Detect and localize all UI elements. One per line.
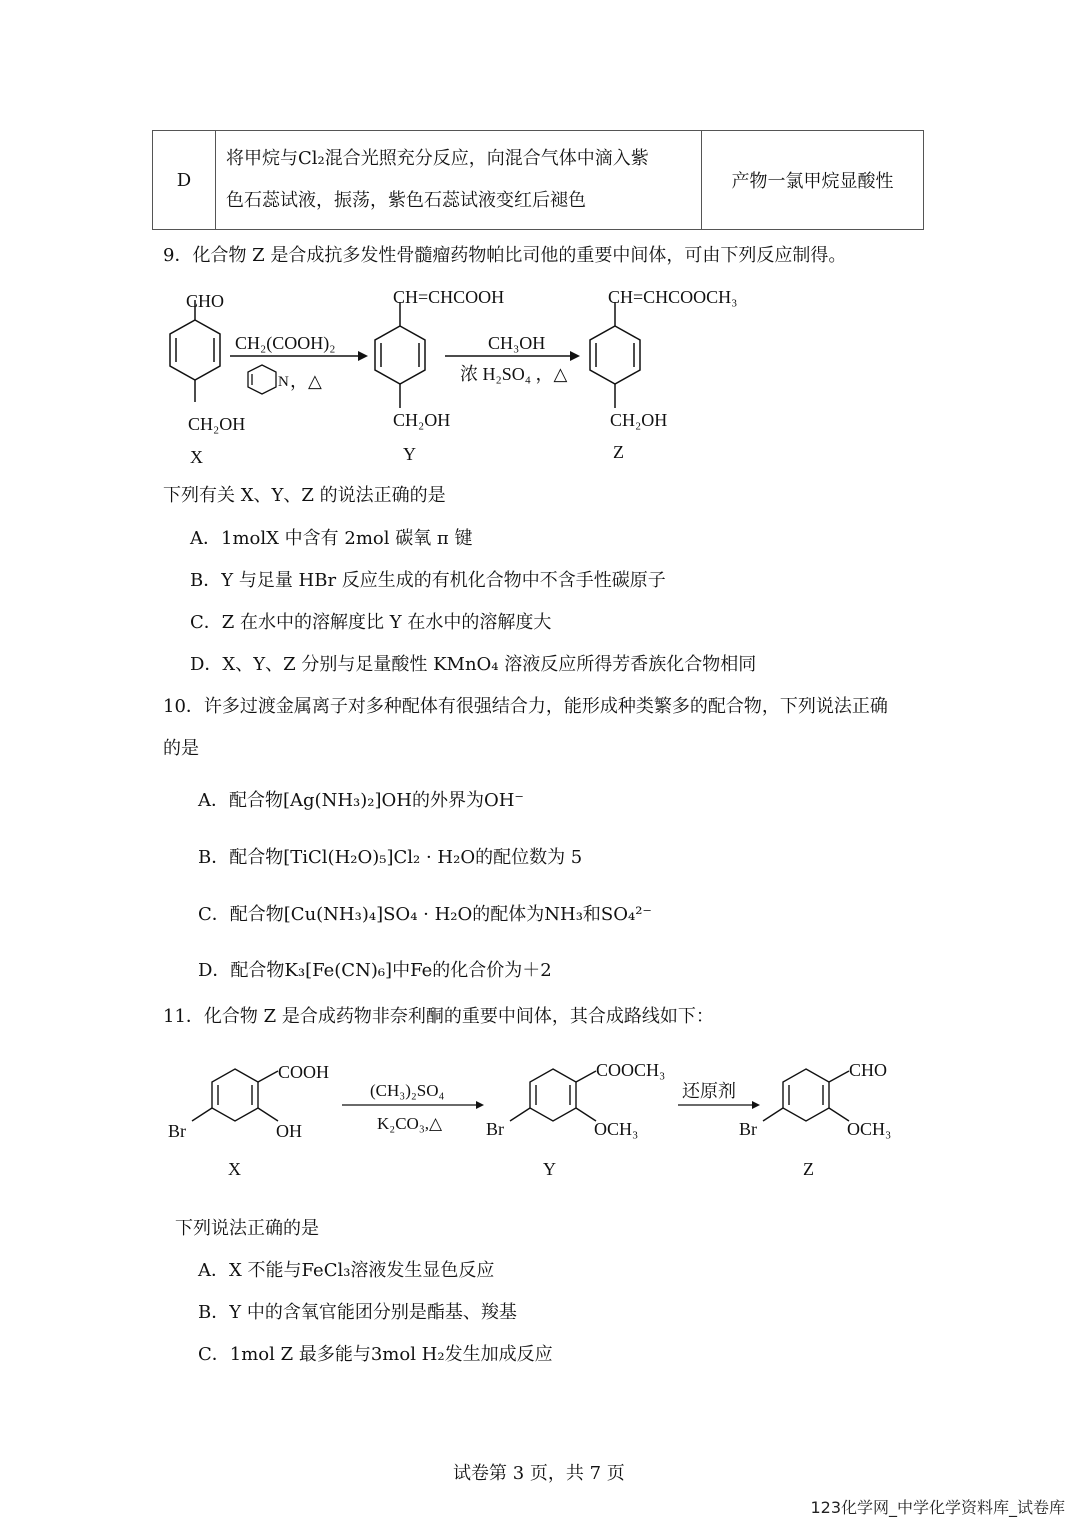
- q9-option-b: B．Y 与足量 HBr 反应生成的有机化合物中不含手性碳原子: [190, 570, 666, 591]
- q11-x-right: OH: [276, 1121, 302, 1141]
- q9-y-ring: [375, 302, 425, 408]
- q9-x-ring: [170, 300, 220, 402]
- q11-stem: 11．化合物 Z 是合成药物非奈利酮的重要中间体，其合成路线如下：: [163, 1006, 714, 1027]
- q11-y-left: Br: [486, 1119, 504, 1139]
- option-table: [152, 130, 924, 230]
- q11-option-b: B．Y 中的含氧官能团分别是酯基、羧基: [198, 1302, 517, 1323]
- q9-z-top: CH=CHCOOCH₃: [608, 287, 738, 307]
- q11-arrow-2-head: [752, 1101, 760, 1109]
- q9-option-d: D．X、Y、Z 分别与足量酸性 KMnO₄ 溶液反应所得芳香族化合物相同: [190, 654, 757, 675]
- q9-z-ring: [590, 302, 640, 408]
- q9-pyridine-n: N: [278, 374, 289, 390]
- q11-arrow-1-head: [476, 1101, 484, 1109]
- q11-step1-reagent: (CH₃)₂SO₄: [370, 1081, 445, 1100]
- q9-z-label: Z: [613, 442, 624, 462]
- q10-stem-line2: 的是: [163, 738, 199, 759]
- q10-option-d: D．配合物K₃[Fe(CN)₆]中Fe的化合价为＋2: [198, 960, 552, 981]
- q11-x-ring: [192, 1069, 278, 1121]
- q11-z-left: Br: [739, 1119, 757, 1139]
- q9-pyridine-icon: [248, 365, 276, 394]
- q9-step2-reagent: CH₃OH: [488, 333, 546, 353]
- q9-step1-reagent: CH₂(COOH)₂: [235, 333, 336, 353]
- q9-x-bottom: CH₂OH: [188, 414, 246, 434]
- q11-reaction-scheme: [160, 1055, 920, 1185]
- page-footer: 试卷第 3 页，共 7 页: [453, 1463, 625, 1484]
- q10-option-a: A．配合物[Ag(NH₃)₂]OH的外界为OH⁻: [198, 790, 524, 811]
- q11-x-label: X: [228, 1159, 241, 1179]
- q9-stem: 9．化合物 Z 是合成抗多发性骨髓瘤药物帕比司他的重要中间体，可由下列反应制得。: [163, 245, 847, 266]
- watermark: 123化学网_中学化学资料库_试卷库: [810, 1498, 1065, 1517]
- q9-y-top: CH=CHCOOH: [393, 287, 505, 307]
- q11-y-right: OCH₃: [594, 1119, 639, 1139]
- q10-stem-line1: 10．许多过渡金属离子对多种配体有很强结合力，能形成种类繁多的配合物，下列说法正确: [163, 696, 888, 717]
- q9-step1-condition: ，△: [290, 371, 322, 391]
- q11-z-label: Z: [803, 1159, 814, 1179]
- q9-y-bottom: CH₂OH: [393, 410, 451, 430]
- table-letter: D: [153, 131, 216, 230]
- q9-x-label: X: [190, 447, 203, 467]
- q11-x-top: COOH: [278, 1062, 330, 1082]
- table-description: [216, 131, 702, 230]
- q9-option-c: C．Z 在水中的溶解度比 Y 在水中的溶解度大: [190, 612, 552, 633]
- q10-option-c: C．配合物[Cu(NH₃)₄]SO₄ · H₂O的配体为NH₃和SO₄²⁻: [198, 904, 652, 925]
- q11-y-ring: [510, 1069, 596, 1121]
- q11-prompt: 下列说法正确的是: [175, 1218, 319, 1239]
- q11-z-right: OCH₃: [847, 1119, 892, 1139]
- q9-arrow-1-head: [358, 351, 368, 361]
- q11-y-label: Y: [543, 1159, 556, 1179]
- q9-reaction-scheme: [150, 280, 790, 470]
- q11-step1-condition: K₂CO₃,△: [377, 1114, 443, 1133]
- q9-y-label: Y: [403, 444, 416, 464]
- q11-option-a: A．X 不能与FeCl₃溶液发生显色反应: [198, 1260, 495, 1281]
- q11-option-c: C．1mol Z 最多能与3mol H₂发生加成反应: [198, 1344, 553, 1365]
- q11-z-ring: [763, 1069, 849, 1121]
- q10-option-b: B．配合物[TiCl(H₂O)₅]Cl₂ · H₂O的配位数为 5: [198, 847, 583, 868]
- q11-step2-reagent: 还原剂: [682, 1081, 736, 1101]
- q11-x-left: Br: [168, 1121, 186, 1141]
- q11-z-top: CHO: [849, 1060, 888, 1080]
- q9-z-bottom: CH₂OH: [610, 410, 668, 430]
- table-desc-line1: 将甲烷与Cl₂混合光照充分反应，向混合气体中滴入紫: [226, 148, 649, 169]
- table-conclusion: 产物一氯甲烷显酸性: [702, 131, 924, 230]
- q11-y-top: COOCH₃: [596, 1060, 666, 1080]
- q9-step2-condition: 浓 H₂SO₄ ，△: [460, 364, 568, 384]
- q9-arrow-2-head: [570, 351, 580, 361]
- table-desc-line2: 色石蕊试液，振荡，紫色石蕊试液变红后褪色: [226, 190, 586, 211]
- q9-prompt: 下列有关 X、Y、Z 的说法正确的是: [163, 485, 446, 506]
- q9-x-top: CHO: [186, 291, 225, 311]
- table-row: [153, 131, 924, 230]
- q9-option-a: A．1molX 中含有 2mol 碳氧 π 键: [190, 528, 473, 549]
